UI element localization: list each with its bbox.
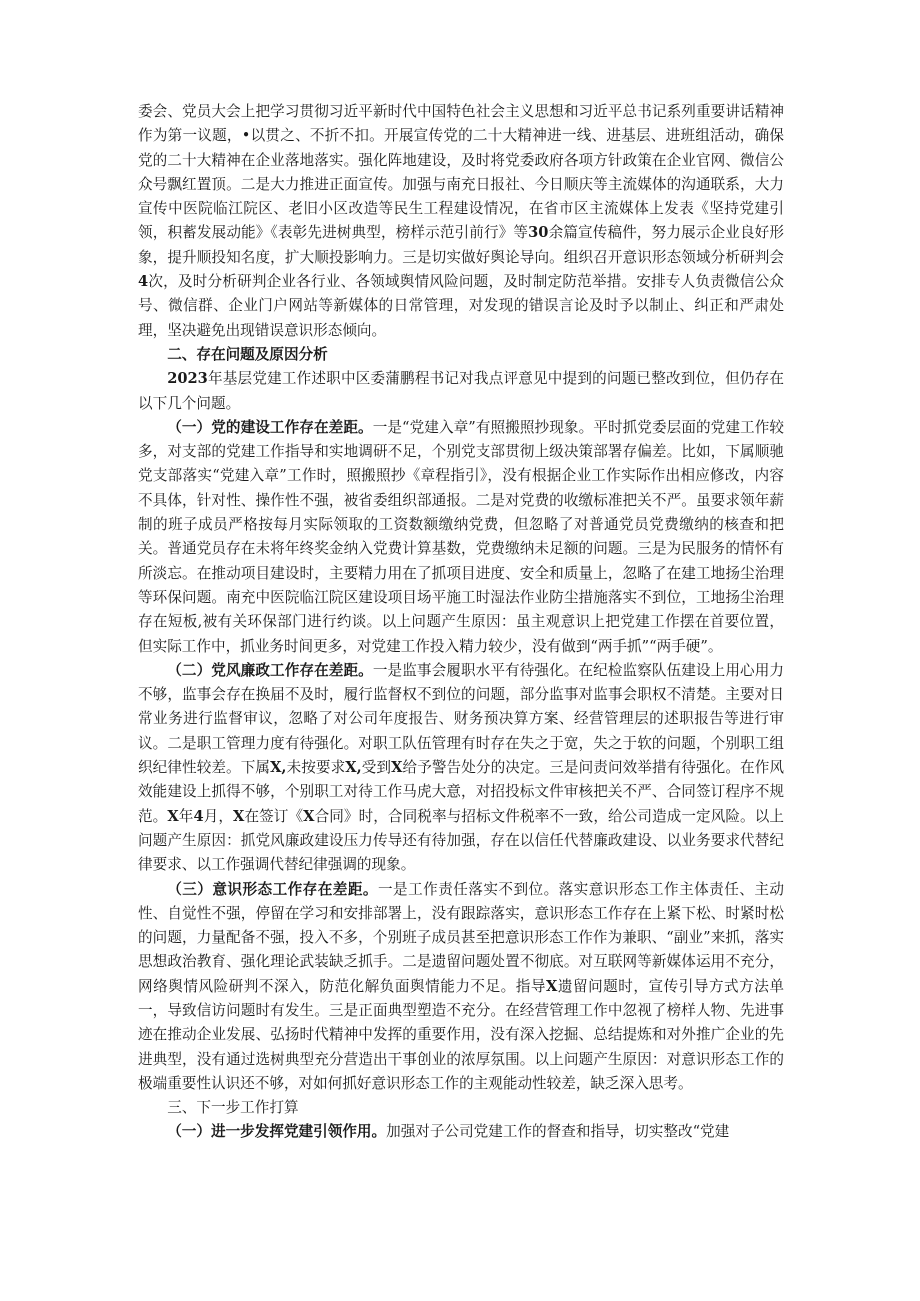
body-paragraph — [138, 416, 784, 659]
bold-text-run: （三）意识形态工作存在差距。 — [167, 880, 378, 898]
text-run: 未按要求 — [286, 759, 346, 777]
text-run: 三、下一步工作打算 — [167, 1099, 299, 1117]
bold-text-run: X — [167, 807, 179, 825]
bold-text-run: X, — [345, 759, 362, 777]
body-paragraph — [138, 659, 784, 878]
bold-text-run: X, — [270, 759, 287, 777]
bold-text-run: 二、存在问题及原因分析 — [167, 345, 328, 363]
bold-text-run: X — [391, 759, 403, 777]
text-run: 年基层党建工作述职中区委蒲鹏程书记对我点评意见中提到的问题已整改到位，但仍存在以下几个问题。 — [138, 370, 784, 412]
text-run: 给予警告处分的决定。三是问责问效举措有待强化。在作风效能建设上抓得不够，个别职工对待工作马虎大意，对招投标文件审核把关不严、合同签订程序不规范。 — [138, 759, 784, 825]
bold-text-run: X — [546, 977, 558, 995]
text-run: 遗留问题时，宣传引导方式方法单一，导致信访问题时有发生。三是正面典型塑造不充分。在经营管理工作中忽视了榜样人物、先进事迹在推动企业发展、弘扬时代精神中发挥的重要作用，没有深入挖掘、总结提炼和对外推广企业的先进典型，没有通过选树典型充分营造出干事创业的浓厚氛围。以上问题产生原因：对意识形态工作的极端重要性认识还不够，对如何抓好意识形态工作的主观能动性较差，缺乏深入思考。 — [138, 977, 784, 1092]
bold-text-run: （一）进一步发挥党建引领作用。 — [167, 1123, 387, 1141]
text-run: 委会、党员大会上把学习贯彻习近平新时代中国特色社会主义思想和习近平总书记系列重要讲话精神作为第一议题，•以贯之、不折不扣。开展宣传党的二十大精神进一线、进基层、进班组活动，确保党的二十大精神在企业落地落实。强化阵地建设，及时将党委政府各项方针政策在企业官网、微信公众号飘红置顶。二是大力推进正面宣传。加强与南充日报社、今日顺庆等主流媒体的沟通联系，大力宣传中医院临江院区、老旧小区改造等民生工程建设情况，在省市区主流媒体上发表《坚持党建引领，积蓄发展动能》《表彰先进树典型，榜样示范引前行》等 — [138, 103, 784, 242]
body-paragraph — [138, 367, 784, 416]
text-run: 合同》时，合同税率与招标文件税率不一致，给公司造成一定风险。以上问题产生原因：抓党风廉政建设压力传导还有待加强，存在以信任代替廉政建设、以业务要求代替纪律要求、以工作强调代替纪律强调的现象。 — [138, 807, 784, 874]
bold-text-run: 4 — [138, 273, 149, 291]
text-run: 次，及时分析研判企业各行业、各领域舆情风险问题，及时制定防范举措。安排专人负责微信公众号、微信群、企业门户网站等新媒体的日常管理，对发现的错误言论及时予以制止、纠正和严肃处理，坚决避免出现错误意识形态倾向。 — [138, 273, 784, 339]
body-paragraph — [138, 100, 784, 343]
document-page — [138, 100, 784, 1145]
text-run: 受到 — [361, 759, 392, 777]
body-paragraph — [138, 878, 784, 1097]
text-run: 余篇宣传稿件，努力展示企业良好形象，提升顺投知名度，扩大顺投影响力。三是切实做好舆论导向。组织召开意识形态领域分析研判会 — [138, 224, 784, 266]
bold-text-run: （二）党风廉政工作存在差距。 — [167, 661, 373, 679]
text-run: 月， — [203, 807, 234, 825]
text-run: 一是监事会履职水平有待强化。在纪检监察队伍建设上用心用力不够，监事会存在换届不及时，履行监督权不到位的问题，部分监事对监事会职权不清楚。主要对日常业务进行监督审议，忽略了对公司年度报告、财务预决算方案、经营管理层的述职报告等进行审议。二是职工管理力度有待强化。对职工队伍管理有时存在失之于宽，失之于软的问题，个别职工组织纪律性较差。下属 — [138, 661, 784, 777]
text-run: 年 — [178, 807, 194, 825]
section-heading — [138, 343, 784, 367]
body-paragraph — [138, 1120, 784, 1144]
bold-text-run: 30 — [528, 224, 549, 242]
text-run: 一是工作责任落实不到位。落实意识形态工作主体责任、主动性、自觉性不强，停留在学习和安排部署上，没有跟踪落实，意识形态工作存在上紧下松、时紧时松的问题，力量配备不强，投入不多，个别班子成员甚至把意识形态工作作为兼职、“副业”来抓，落实思想政治教育、强化理论武装缺乏抓手。二是遗留问题处置不彻底。对互联网等新媒体运用不充分，网络舆情风险研判不深入，防范化解负面舆情能力不足。指导 — [138, 880, 784, 995]
text-run: 在签订《 — [244, 807, 304, 825]
bold-text-run: 4 — [193, 807, 204, 825]
bold-text-run: 2023 — [167, 370, 208, 388]
bold-text-run: X — [233, 807, 245, 825]
bold-text-run: X — [303, 807, 315, 825]
text-run: 加强对子公司党建工作的督查和指导，切实整改“党建 — [386, 1123, 730, 1141]
section-heading — [138, 1096, 784, 1120]
bold-text-run: （一）党的建设工作存在差距。 — [167, 418, 373, 436]
text-run: 一是“党建入章”有照搬照抄现象。平时抓党委层面的党建工作较多，对支部的党建工作指导和实地调研不足，个别党支部贯彻上级决策部署存偏差。比如，下属顺驰党支部落实“党建入章”工作时，照搬照抄《章程指引》，没有根据企业工作实际作出相应修改，内容不具体，针对性、操作性不强，被省委组织部通报。二是对党费的收缴标准把关不严。虽要求领年薪制的班子成员严格按每月实际领取的工资数额缴纳党费，但忽略了对普通党员党费缴纳的核查和把关。普通党员存在未将年终奖金纳入党费计算基数，党费缴纳未足额的问题。三是为民服务的情怀有所淡忘。在推动项目建设时，主要精力用在了抓项目进度、安全和质量上，忽略了在建工地扬尘治理等环保问题。南充中医院临江院区建设项目场平施工时湿法作业防尘措施落实不到位，工地扬尘治理存在短板,被有关环保部门进行约谈。以上问题产生原因：虽主观意识上把党建工作摆在首要位置，但实际工作中，抓业务时间更多，对党建工作投入精力较少，没有做到“两手抓”“两手硬”。 — [138, 418, 784, 655]
